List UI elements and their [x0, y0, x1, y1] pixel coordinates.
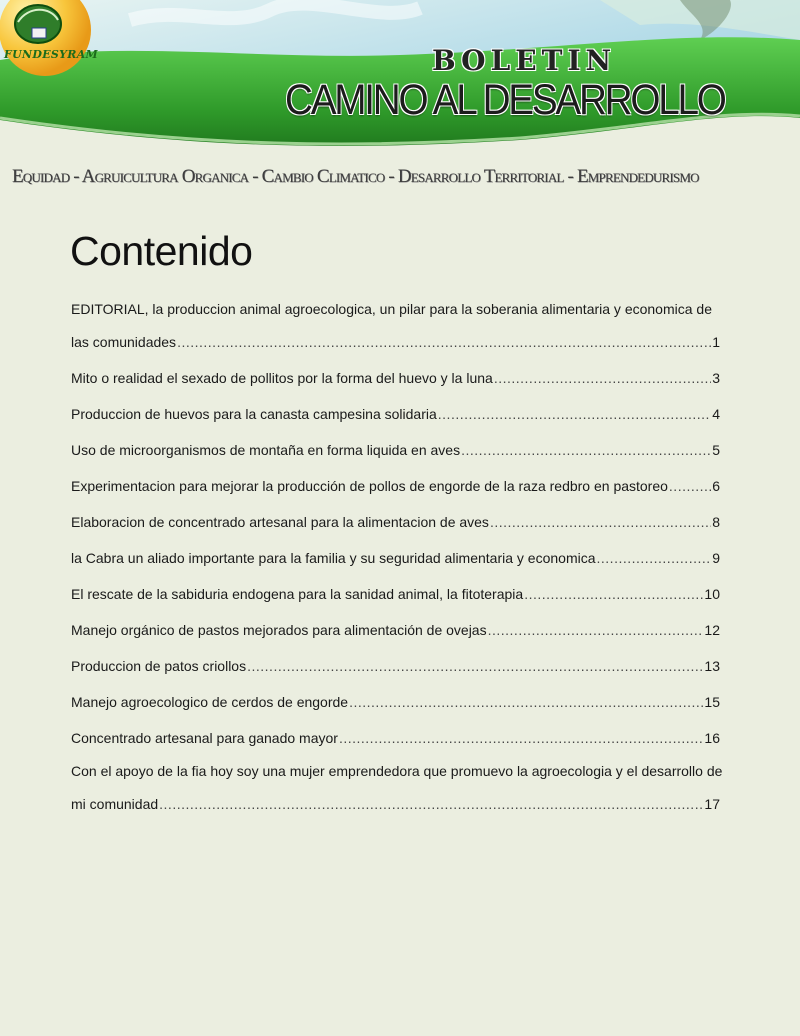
toc-entry-title: Produccion de huevos para la canasta campesina solidaria [71, 406, 437, 422]
toc-entry-title: Uso de microorganismos de montaña en forma liquida en aves [71, 442, 461, 458]
header-banner [0, 0, 800, 160]
toc-entry[interactable] [71, 432, 720, 468]
toc-page-number: 9 [712, 550, 720, 566]
banner-title-small: BOLETIN [432, 44, 617, 77]
toc-entry[interactable] [71, 396, 720, 432]
toc-page-number: 4 [712, 406, 720, 422]
toc-page-number: 12 [704, 622, 720, 638]
toc-page-number: 1 [712, 334, 720, 350]
toc-leader-dots [177, 324, 711, 360]
toc-leader-dots [494, 360, 711, 396]
toc-entry-title: mi comunidad [71, 796, 159, 812]
toc-entry[interactable] [71, 756, 723, 822]
toc-entry-title-line1: Con el apoyo de la fia hoy soy una mujer emprendedora que promuevo la agroecologia y el desarrollo de [71, 763, 723, 779]
toc-entry[interactable] [71, 648, 720, 684]
toc-page-number: 15 [704, 694, 720, 710]
toc-leader-dots [349, 684, 703, 720]
toc-entry[interactable] [71, 612, 720, 648]
toc-entry-title: Concentrado artesanal para ganado mayor [71, 730, 338, 746]
toc-page-number: 16 [704, 730, 720, 746]
toc-leader-dots [669, 468, 711, 504]
toc-entry[interactable] [71, 360, 720, 396]
toc-entry-title: Manejo agroecologico de cerdos de engorde [71, 694, 349, 710]
toc-leader-dots [524, 576, 703, 612]
toc-entry[interactable] [71, 720, 720, 756]
toc-leader-dots [597, 540, 712, 576]
toc-page-number: 6 [712, 478, 720, 494]
toc-page-number: 8 [712, 514, 720, 530]
toc-entry-title: la Cabra un aliado importante para la familia y su seguridad alimentaria y economica [71, 550, 596, 566]
toc-page-number: 3 [712, 370, 720, 386]
banner-title: CAMINO AL DESARROLLO [285, 76, 725, 124]
toc-entry-title: Elaboracion de concentrado artesanal para la alimentacion de aves [71, 514, 489, 530]
toc-leader-dots [339, 720, 703, 756]
tagline: Equidad - Agruicultura Organica - Cambio Climatico - Desarrollo Territorial - Emprendedurismo [12, 166, 699, 187]
toc-entry[interactable] [71, 576, 720, 612]
toc-entry[interactable] [71, 504, 720, 540]
toc-entry[interactable] [71, 540, 720, 576]
toc-leader-dots [438, 396, 711, 432]
toc-leader-dots [490, 504, 711, 540]
toc-entry-title-line1: EDITORIAL, la produccion animal agroecologica, un pilar para la soberania alimentaria y economica de [71, 301, 712, 317]
toc-page-number: 13 [704, 658, 720, 674]
toc-leader-dots [461, 432, 711, 468]
toc-leader-dots [247, 648, 703, 684]
logo-text: FUNDESYRAM [4, 48, 99, 61]
toc-entry-title: Produccion de patos criollos [71, 658, 247, 674]
toc-entry[interactable] [71, 294, 720, 360]
toc-entry-title: Manejo orgánico de pastos mejorados para alimentación de ovejas [71, 622, 487, 638]
toc-entry-title: El rescate de la sabiduria endogena para la sanidad animal, la fitoterapia [71, 586, 524, 602]
toc-page-number: 10 [704, 586, 720, 602]
toc-leader-dots [159, 786, 703, 822]
toc-leader-dots [488, 612, 704, 648]
toc-entry-title: las comunidades [71, 334, 177, 350]
toc-page-number: 17 [704, 796, 720, 812]
table-of-contents [71, 294, 723, 822]
toc-entry[interactable] [71, 684, 720, 720]
toc-entry-title: Mito o realidad el sexado de pollitos por la forma del huevo y la luna [71, 370, 493, 386]
toc-entry-title: Experimentacion para mejorar la producción de pollos de engorde de la raza redbro en pastoreo [71, 478, 668, 494]
toc-entry[interactable] [71, 468, 720, 504]
toc-heading: Contenido [70, 228, 253, 274]
toc-page-number: 5 [712, 442, 720, 458]
